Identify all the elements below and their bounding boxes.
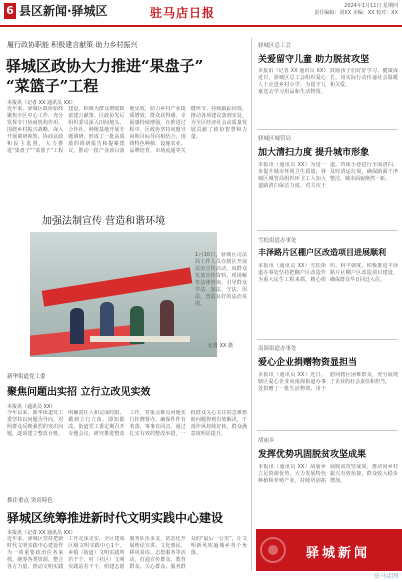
right-divider — [257, 339, 398, 340]
photo-person — [160, 300, 174, 340]
right-kicker: 胡庙乡 — [258, 438, 275, 444]
right-divider — [257, 230, 398, 231]
column-divider — [251, 38, 252, 571]
issue-date: 2024年1月11日 星期四 — [344, 3, 398, 9]
right-kicker: 南海街道办事处 — [258, 346, 297, 352]
bottom-body: 近年来，驿城区坚持把新时代文明实践中心建设作为一项重要政治任务来抓，统筹各类资源，整合各方力量，推动文明实践工作走深走实。全区建成区级文明实践中心1个、乡镇（街道）文明实践所若干个、村（社区）文明实践站若干个，组建志愿服务队伍多支，常态化开展理论宣讲、文化惠民、移风易俗、志愿服务等活动，打通宣传群众、教育群众、关心群众、服务群众的“最后一公里”，让文明新风吹遍城乡各个角落。 — [7, 536, 247, 570]
law-promotion-photo — [30, 232, 217, 357]
photo-story-title: 加强法制宣传 营造和谐环境 — [42, 216, 166, 227]
right-body: 本报讯（记者 XX 通讯员 XX）近日，驿城区总工会组织爱心人士走进乡村小学，为留守儿童送去学习用品和生活物资，鼓励孩子们好好学习、健康成长，用实际行动传递社会温暖和关爱。 — [258, 68, 398, 95]
newspaper-logo: 驻马店日报 — [150, 6, 216, 20]
page-header — [0, 0, 402, 27]
photo-caption: 1月10日，驿城区司法局工作人员在辖区开展法治宣传活动，向群众发放宣传资料，现场解答法律咨询，引导群众学法、知法、守法、用法，营造良好的法治氛围。 — [195, 252, 247, 307]
photo-desk — [90, 336, 190, 342]
photo-person — [100, 302, 114, 340]
decorative-dot-icon — [268, 545, 278, 555]
right-kicker: 驿城区总工会 — [258, 43, 292, 49]
second-byline: 本报讯（通讯员 XX） — [7, 404, 56, 410]
lead-body: 近年来，驿城区政协始终聚焦全区中心工作，充分发挥专门协商机构作用，围绕乡村振兴战略，深入开展调研视察、协商议政和民主监督，大力推进“果盘子”“菜篮子”工程建设，积极为群众增收致富建言献策。区政协先后组织委员深入田间地头、合作社、种植基地开展专题调研，形成了一批高质量的调研报告和提案建议，推动一批产业项目落地见效，助力乡村产业提质增效，群众获得感、幸福感持续增强。在推进过程中，区政协坚持问题导向和目标导向相结合，围绕特色种植、设施农业、品牌培育、市场流通等关键环节，持续跟踪问效，推动各项建议落到实处，为全区经济社会高质量发展贡献了政协智慧和力量。 — [7, 106, 247, 154]
right-body: 本报讯（通讯员 XX）雪松街道办事处坚持把棚户区改造作为重大民生工程来抓，精心组织、科学调度，积极推进丰泽路片区棚户区改造项目建设，确保群众早日回迁入住。 — [258, 263, 398, 283]
lead-kicker: 履行政协职能 积极建言献策 助力乡村振兴 — [7, 41, 138, 49]
bottom-kicker: 抓住重点 突出特色 — [7, 498, 53, 504]
second-kicker: 新华街道党工委 — [7, 374, 46, 380]
issue-meta — [314, 3, 398, 17]
right-body: 本报讯（通讯员 XX）胡庙乡立足资源优势，大力发展特色种植和养殖产业，持续巩固拓展脱贫攻坚成果，推动同乡村振兴有效衔接，群众收入稳步增加。 — [258, 464, 398, 484]
lead-title-line2: “菜篮子”工程 — [6, 77, 99, 95]
photo-credit: 记者 XX 摄 — [208, 343, 234, 349]
right-kicker: 雪松街道办事处 — [258, 238, 297, 244]
right-divider — [257, 129, 398, 130]
right-divider — [257, 430, 398, 431]
second-title: 聚焦问题出实招 立行立改见实效 — [7, 387, 151, 398]
second-body: 今年以来，新华街道党工委坚持以问题为导向，对照群众反映强烈的突出问题，逐项建立整改台账，明确责任人和完成时限，做到立行立改、即知即改。街道党工委定期召开专题会议，研究推进整改工作，对重点难点问题实行挂牌督办，确保件件有着落、事事有回音。通过扎实有效的整改举措，一批群众关心关注的急难愁盼问题得到有效解决，干部作风持续好转，群众满意度明显提升。 — [7, 410, 247, 437]
section-footer-banner — [256, 529, 402, 571]
section-title: 县区新闻·驿城区 — [19, 4, 108, 18]
photo-person — [70, 308, 84, 344]
bottom-byline: 本报讯（记者 XX 通讯员 XX） — [7, 530, 76, 536]
right-body: 本报讯（通讯员 XX）近日，辖区爱心企业向南海街道办事处捐赠了一批生活物资，用于慰问辖区困难群众，充分展现了企业的社会责任和担当。 — [258, 372, 398, 392]
right-kicker: 驿城区城管局 — [258, 136, 292, 142]
bottom-title: 驿城区统筹推进新时代文明实践中心建设 — [7, 511, 224, 525]
watermark: 驻马店网 — [373, 573, 398, 580]
footer-banner-text: 驿城新闻 — [306, 546, 371, 561]
right-title: 爱心企业捐赠物资显担当 — [258, 358, 358, 368]
lead-title-line1: 驿城区政协大力推进“果盘子” — [6, 57, 204, 75]
right-body: 本报讯（通讯员 XX）为进一步提升城市环境卫生质量，驿城区城管局组织环卫工人加大道路清扫保洁力度，对主次干道、背街小巷进行全面清扫，及时清运垃圾，确保路面干净整洁，城市面貌焕然一新。 — [258, 162, 398, 189]
lead-byline: 本报讯（记者 XX 通讯员 XX） — [7, 100, 76, 106]
page-number: 6 — [4, 3, 16, 19]
issue-editors: 责任编辑：刘XX 美编：XX 校对：XX — [314, 10, 398, 16]
right-title: 加大清扫力度 提升城市形象 — [258, 148, 370, 158]
right-title: 丰泽路片区棚户区改造项目进展顺利 — [258, 247, 386, 257]
right-title: 关爱留守儿童 助力脱贫攻坚 — [258, 55, 370, 65]
right-title: 发挥优势巩固脱贫攻坚成果 — [258, 450, 367, 460]
